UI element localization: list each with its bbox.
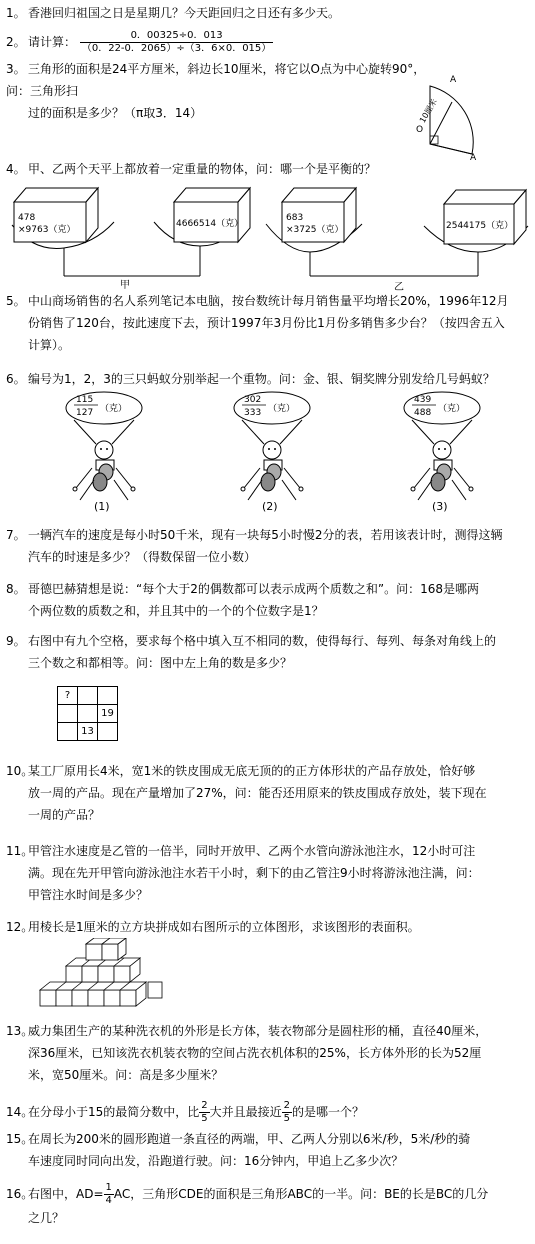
question-6 — [6, 368, 526, 390]
grid-cell — [98, 723, 118, 741]
question-number: 1。 — [6, 6, 26, 20]
question-number: 15。 — [6, 1132, 34, 1146]
left-box-value: 683 — [286, 213, 304, 223]
question-15 — [6, 1128, 526, 1172]
question-number: 3。 — [6, 62, 26, 76]
question-text: 甲管注水时间是多少？ — [28, 888, 149, 902]
question-text: 右图中，AD= — [28, 1187, 104, 1201]
question-16 — [6, 1182, 526, 1229]
question-11 — [6, 840, 526, 906]
grid-cell: ? — [58, 687, 78, 705]
scale-yi — [266, 188, 528, 292]
question-number: 8。 — [6, 582, 26, 596]
question-4 — [6, 158, 526, 180]
left-box-value: ×9763（克） — [18, 225, 76, 235]
question-text: 满。现在先开甲管向游泳池注水若干小时，剩下的由乙管注9小时将游泳池注满，问： — [28, 866, 480, 880]
question-10 — [6, 760, 526, 826]
question-text: 香港回归祖国之日是星期几？今天距回归之日还有多少天。 — [28, 6, 341, 20]
grid-cell — [98, 687, 118, 705]
question-number: 7。 — [6, 528, 26, 542]
question-text: 计算）。 — [28, 338, 71, 352]
fraction-expression — [80, 30, 273, 55]
right-box-value: 4666514（克） — [176, 219, 244, 229]
question-number: 13。 — [6, 1024, 34, 1038]
ant-1 — [66, 392, 142, 513]
question-text: 米，宽50厘米。问：高是多少厘米？ — [28, 1068, 224, 1082]
question-number: 14。 — [6, 1105, 34, 1119]
question-5 — [6, 290, 526, 356]
question-text: 一周的产品？ — [28, 808, 101, 822]
grid-cell: 13 — [78, 723, 98, 741]
question-text: 个两位数的质数之和，并且其中的一个的个位数字是1？ — [28, 604, 324, 618]
magic-square-grid — [57, 686, 118, 741]
question-text: 汽车的时速是多少？（得数保留一位小数） — [28, 550, 257, 564]
fraction-denominator: 5 — [283, 1113, 291, 1124]
fraction-numerator: 2 — [283, 1100, 291, 1111]
question-number: 11。 — [6, 844, 34, 858]
ant-weight-numerator: 439 — [414, 395, 432, 405]
question-text: 某工厂原用长4米，宽1米的铁皮围成无底无顶的的正方体形状的产品存放处，恰好够 — [28, 764, 476, 778]
ant-weight-unit: （克） — [438, 404, 466, 414]
ant-3 — [404, 392, 480, 513]
ants-figure — [0, 388, 535, 518]
fraction-denominator: 4 — [105, 1195, 112, 1206]
point-o-label: O — [416, 125, 424, 135]
ant-weight-denominator: 488 — [414, 408, 432, 418]
ant-weight-numerator: 115 — [76, 395, 94, 405]
cube-stack-figure — [36, 938, 166, 1014]
question-number: 9。 — [6, 634, 26, 648]
rotation-figure — [412, 72, 492, 162]
question-text: 威力集团生产的某种洗衣机的外形是长方体，装衣物部分是圆柱形的桶，直径40厘米， — [28, 1024, 488, 1038]
question-12 — [6, 916, 526, 938]
right-box-value: 2544175（克） — [446, 221, 514, 231]
question-text: 哥德巴赫猜想是说：“每个大于2的偶数都可以表示成两个质数之和”。问：168是哪两 — [28, 582, 479, 596]
question-14 — [6, 1100, 526, 1125]
left-box-value: 478 — [18, 213, 36, 223]
fraction-numerator: 1 — [105, 1182, 112, 1193]
grid-cell: 19 — [98, 705, 118, 723]
question-text: 在分母小于15的最简分数中，比 — [28, 1105, 200, 1119]
question-text: 右图中有九个空格，要求每个格中填入互不相同的数，使得每行、每列、每条对角线上的 — [28, 634, 497, 648]
question-number: 12。 — [6, 920, 34, 934]
question-number: 10。 — [6, 764, 34, 778]
question-text: 请计算： — [28, 35, 77, 49]
ant-weight-denominator: 127 — [76, 408, 94, 418]
ant-weight-numerator: 302 — [244, 395, 262, 405]
fraction — [104, 1182, 114, 1207]
fraction-denominator: 5 — [201, 1113, 208, 1124]
question-13 — [6, 1020, 526, 1086]
question-text: 甲管注水速度是乙管的一倍半，同时开放甲、乙两个水管向游泳池注水，12小时可注 — [28, 844, 476, 858]
question-number: 6。 — [6, 372, 26, 386]
ant-weight-unit: （克） — [268, 404, 296, 414]
ant-number-label: (3) — [432, 500, 448, 513]
question-text: 一辆汽车的速度是每小时50千米，现有一块每5小时慢2分的表，若用该表计时，测得这辆 — [28, 528, 503, 542]
ant-number-label: (2) — [262, 500, 278, 513]
grid-cell — [78, 687, 98, 705]
question-7 — [6, 524, 526, 568]
question-text: 之几？ — [28, 1211, 65, 1225]
question-text: 三个数之和都相等。问：图中左上角的数是多少？ — [28, 656, 293, 670]
question-number: 2。 — [6, 35, 26, 49]
point-a-label: A — [470, 153, 477, 162]
side-length-label: 10厘米 — [417, 97, 439, 125]
question-text: 过的面积是多少？（π取3．14） — [28, 106, 203, 120]
question-text: 大并且最接近 — [209, 1105, 282, 1119]
scale-label: 乙 — [394, 282, 404, 292]
left-box-value: ×3725（克） — [286, 225, 344, 235]
fraction — [282, 1100, 292, 1125]
fraction — [199, 1100, 209, 1125]
fraction-denominator: （0．22-0．2065）÷（3．6×0．015） — [81, 43, 272, 54]
ant-2 — [234, 392, 310, 513]
ant-weight-denominator: 333 — [244, 408, 262, 418]
question-text: 份销售了120台，按此速度下去，预计1997年3月份比1月份多销售多少台？（按四舍五入 — [28, 316, 505, 330]
question-text: 放一周的产品。现在产量增加了27%，问：能否还用原来的铁皮围成存放处，装下现在 — [28, 786, 487, 800]
question-number: 5。 — [6, 294, 26, 308]
question-text: 用棱长是1厘米的立方块拼成如右图所示的立体图形，求该图形的表面积。 — [28, 920, 420, 934]
question-9 — [6, 630, 526, 674]
question-3 — [6, 58, 426, 124]
question-text: 车速度同时同向出发，沿跑道行驶。问：16分钟内，甲追上乙多少次？ — [28, 1154, 404, 1168]
grid-cell — [78, 705, 98, 723]
question-1 — [6, 2, 526, 24]
question-number: 16。 — [6, 1187, 34, 1201]
question-number: 4。 — [6, 162, 26, 176]
question-text: 甲、乙两个天平上都放着一定重量的物体，问：哪一个是平衡的？ — [28, 162, 377, 176]
question-text: 三角形的面积是24平方厘米，斜边长10厘米，将它以O点为中心旋转90°，问：三角形扫 — [6, 62, 426, 98]
scale-label: 甲 — [120, 280, 130, 291]
ant-weight-unit: （克） — [100, 404, 128, 414]
fraction-numerator: 0．00325÷0．013 — [80, 30, 273, 43]
question-text: AC，三角形CDE的面积是三角形ABC的一半。问：BE的长是BC的几分 — [113, 1187, 489, 1201]
question-text: 在周长为200米的圆形跑道一条直径的两端，甲、乙两人分别以6米/秒，5米/秒的骑 — [28, 1132, 471, 1146]
ant-number-label: (1) — [94, 500, 110, 513]
balance-scales-figure — [4, 180, 532, 292]
scale-jia — [12, 188, 250, 291]
question-8 — [6, 578, 526, 622]
question-text: 编号为1，2，3的三只蚂蚁分别举起一个重物。问：金、银、铜奖牌分别发给几号蚂蚁？ — [28, 372, 495, 386]
question-text: 的是哪一个？ — [292, 1105, 365, 1119]
grid-cell — [58, 723, 78, 741]
fraction-numerator: 2 — [201, 1100, 208, 1111]
question-2 — [6, 30, 526, 55]
question-text: 深36厘米，已知该洗衣机装衣物的空间占洗衣机体积的25%，长方体外形的长为52厘 — [28, 1046, 482, 1060]
point-a-label: A — [450, 75, 457, 85]
grid-cell — [58, 705, 78, 723]
question-text: 中山商场销售的名人系列笔记本电脑，按台数统计每月销售量平均增长20%，1996年12月 — [28, 294, 509, 308]
